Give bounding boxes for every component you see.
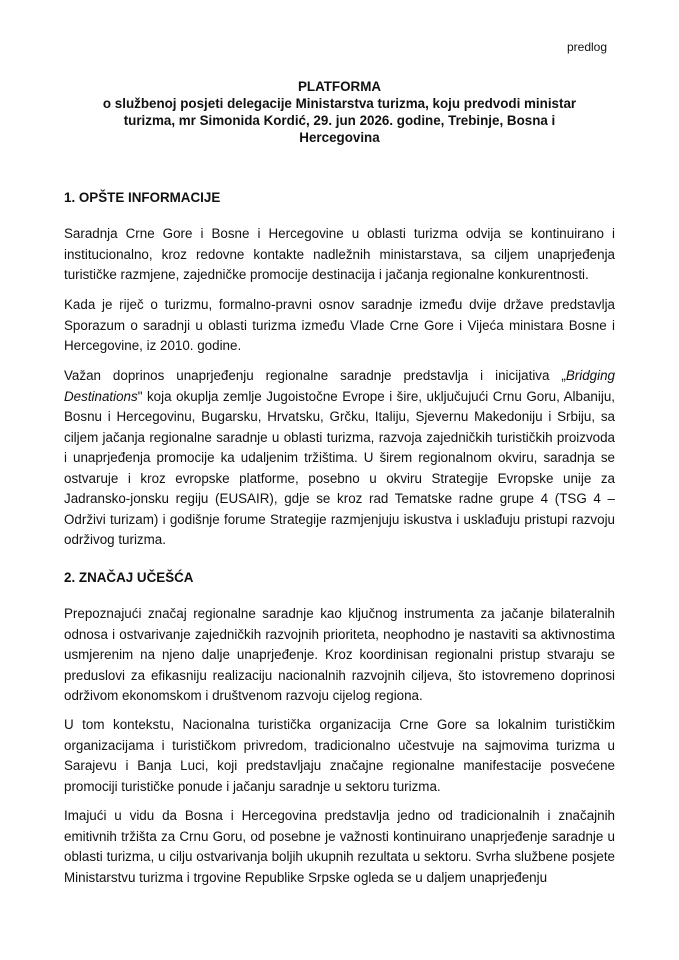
initiative-name-italic: Bridging Destinations [64,368,615,404]
document-subtitle: o službenoj posjeti delegacije Ministarstva turizma, koju predvodi ministar turizma, mr Simonida Kordić, 29. jun 2026. godine, Trebinje, Bosna i Hercegovina [102,96,577,145]
paragraph-legal-basis: Kada je riječ o turizmu, formalno-pravni osnov saradnje između dvije države predstavlja Sporazum o saradnji u oblasti turizma između Vlade Crne Gore i Vijeća ministara Bosne i Hercegovine, iz 2010. godine. [64,297,615,353]
paragraph-text-segment: " koja okuplja zemlje Jugoistočne Evrope i šire, uključujući Crnu Goru, Albaniju, Bosnu i Hercegovinu, Bugarsku, Hrvatsku, Grčku, Italiju, Sjevernu Makedoniju i Srbiju, sa ciljem jačanja regionalne saradnje u oblasti turizma, razvoja zajedničkih turističkih proizvoda i unaprjeđenja promocije ka udaljenim tržištima. U širem regionalnom okviru, saradnja se ostvaruje i kroz evropske platforme, posebno u okviru Strategije Evropske unije za Jadransko-jonsku regiju (EUSAIR), gdje se kroz rad Tematske radne grupe 4 (TSG 4 – Održivi turizam) i godišnje forume Strategije razmjenjuju iskustva i usklađuju pristupi razvoju održivog turizma. [64,388,615,547]
section-heading-general-info: 1. OPŠTE INFORMACIJE [64,190,221,205]
section-heading-significance: 2. ZNAČAJ UČEŠĆA [64,570,194,585]
paragraph-regional-cooperation: Prepoznajući značaj regionalne saradnje kao ključnog instrumenta za jačanje bilateralnih odnosa i ostvarivanje zajedničkih razvojnih prioriteta, neophodno je nastaviti sa aktivnostima usmjerenim na njeno dalje unaprjeđenje. Kroz koordinisan regionalni pristup stvaraju se preduslovi za efikasniju realizaciju nacionalnih razvojnih ciljeva, što istovremeno doprinosi održivom ekonomskom i društvenom razvoju cijelog regiona. [64,606,615,703]
paragraph-tourism-fairs: U tom kontekstu, Nacionalna turistička organizacija Crne Gore sa lokalnim turističkim organizacijama i turističkom privredom, tradicionalno učestvuje na sajmovima turizma u Sarajevu i Banja Luci, koji predstavljaju značajne regionalne manifestacije posvećene promociji turističke ponude i jačanju saradnje u sektoru turizma. [64,717,615,794]
document-title-block [60,78,619,146]
document-status-note: predlog [566,40,607,54]
document-title: PLATFORMA [297,79,382,94]
paragraph-bridging-destinations [64,366,615,551]
paragraph-cooperation-overview: Saradnja Crne Gore i Bosne i Hercegovine u oblasti turizma odvija se kontinuirano i institucionalno, kroz redovne kontakte nadležnih ministarstava, sa ciljem unaprjeđenja turističke razmjene, zajedničke promocije destinacija i jačanja regionalne konkurentnosti. [64,226,615,282]
paragraph-visit-purpose: Imajući u vidu da Bosna i Hercegovina predstavlja jedno od tradicionalnih i značajnih emitivnih tržišta za Crnu Goru, od posebne je važnosti kontinuirano unaprjeđenje saradnje u oblasti turizma, u cilju ostvarivanja boljih ukupnih rezultata u sektoru. Svrha službene posjete Ministarstvu turizma i trgovine Republike Srpske ogleda se u daljem unaprjeđenju [64,808,615,885]
paragraph-text-segment: Važan doprinos unaprjeđenju regionalne saradnje predstavlja i inicijativa „ [64,368,566,383]
